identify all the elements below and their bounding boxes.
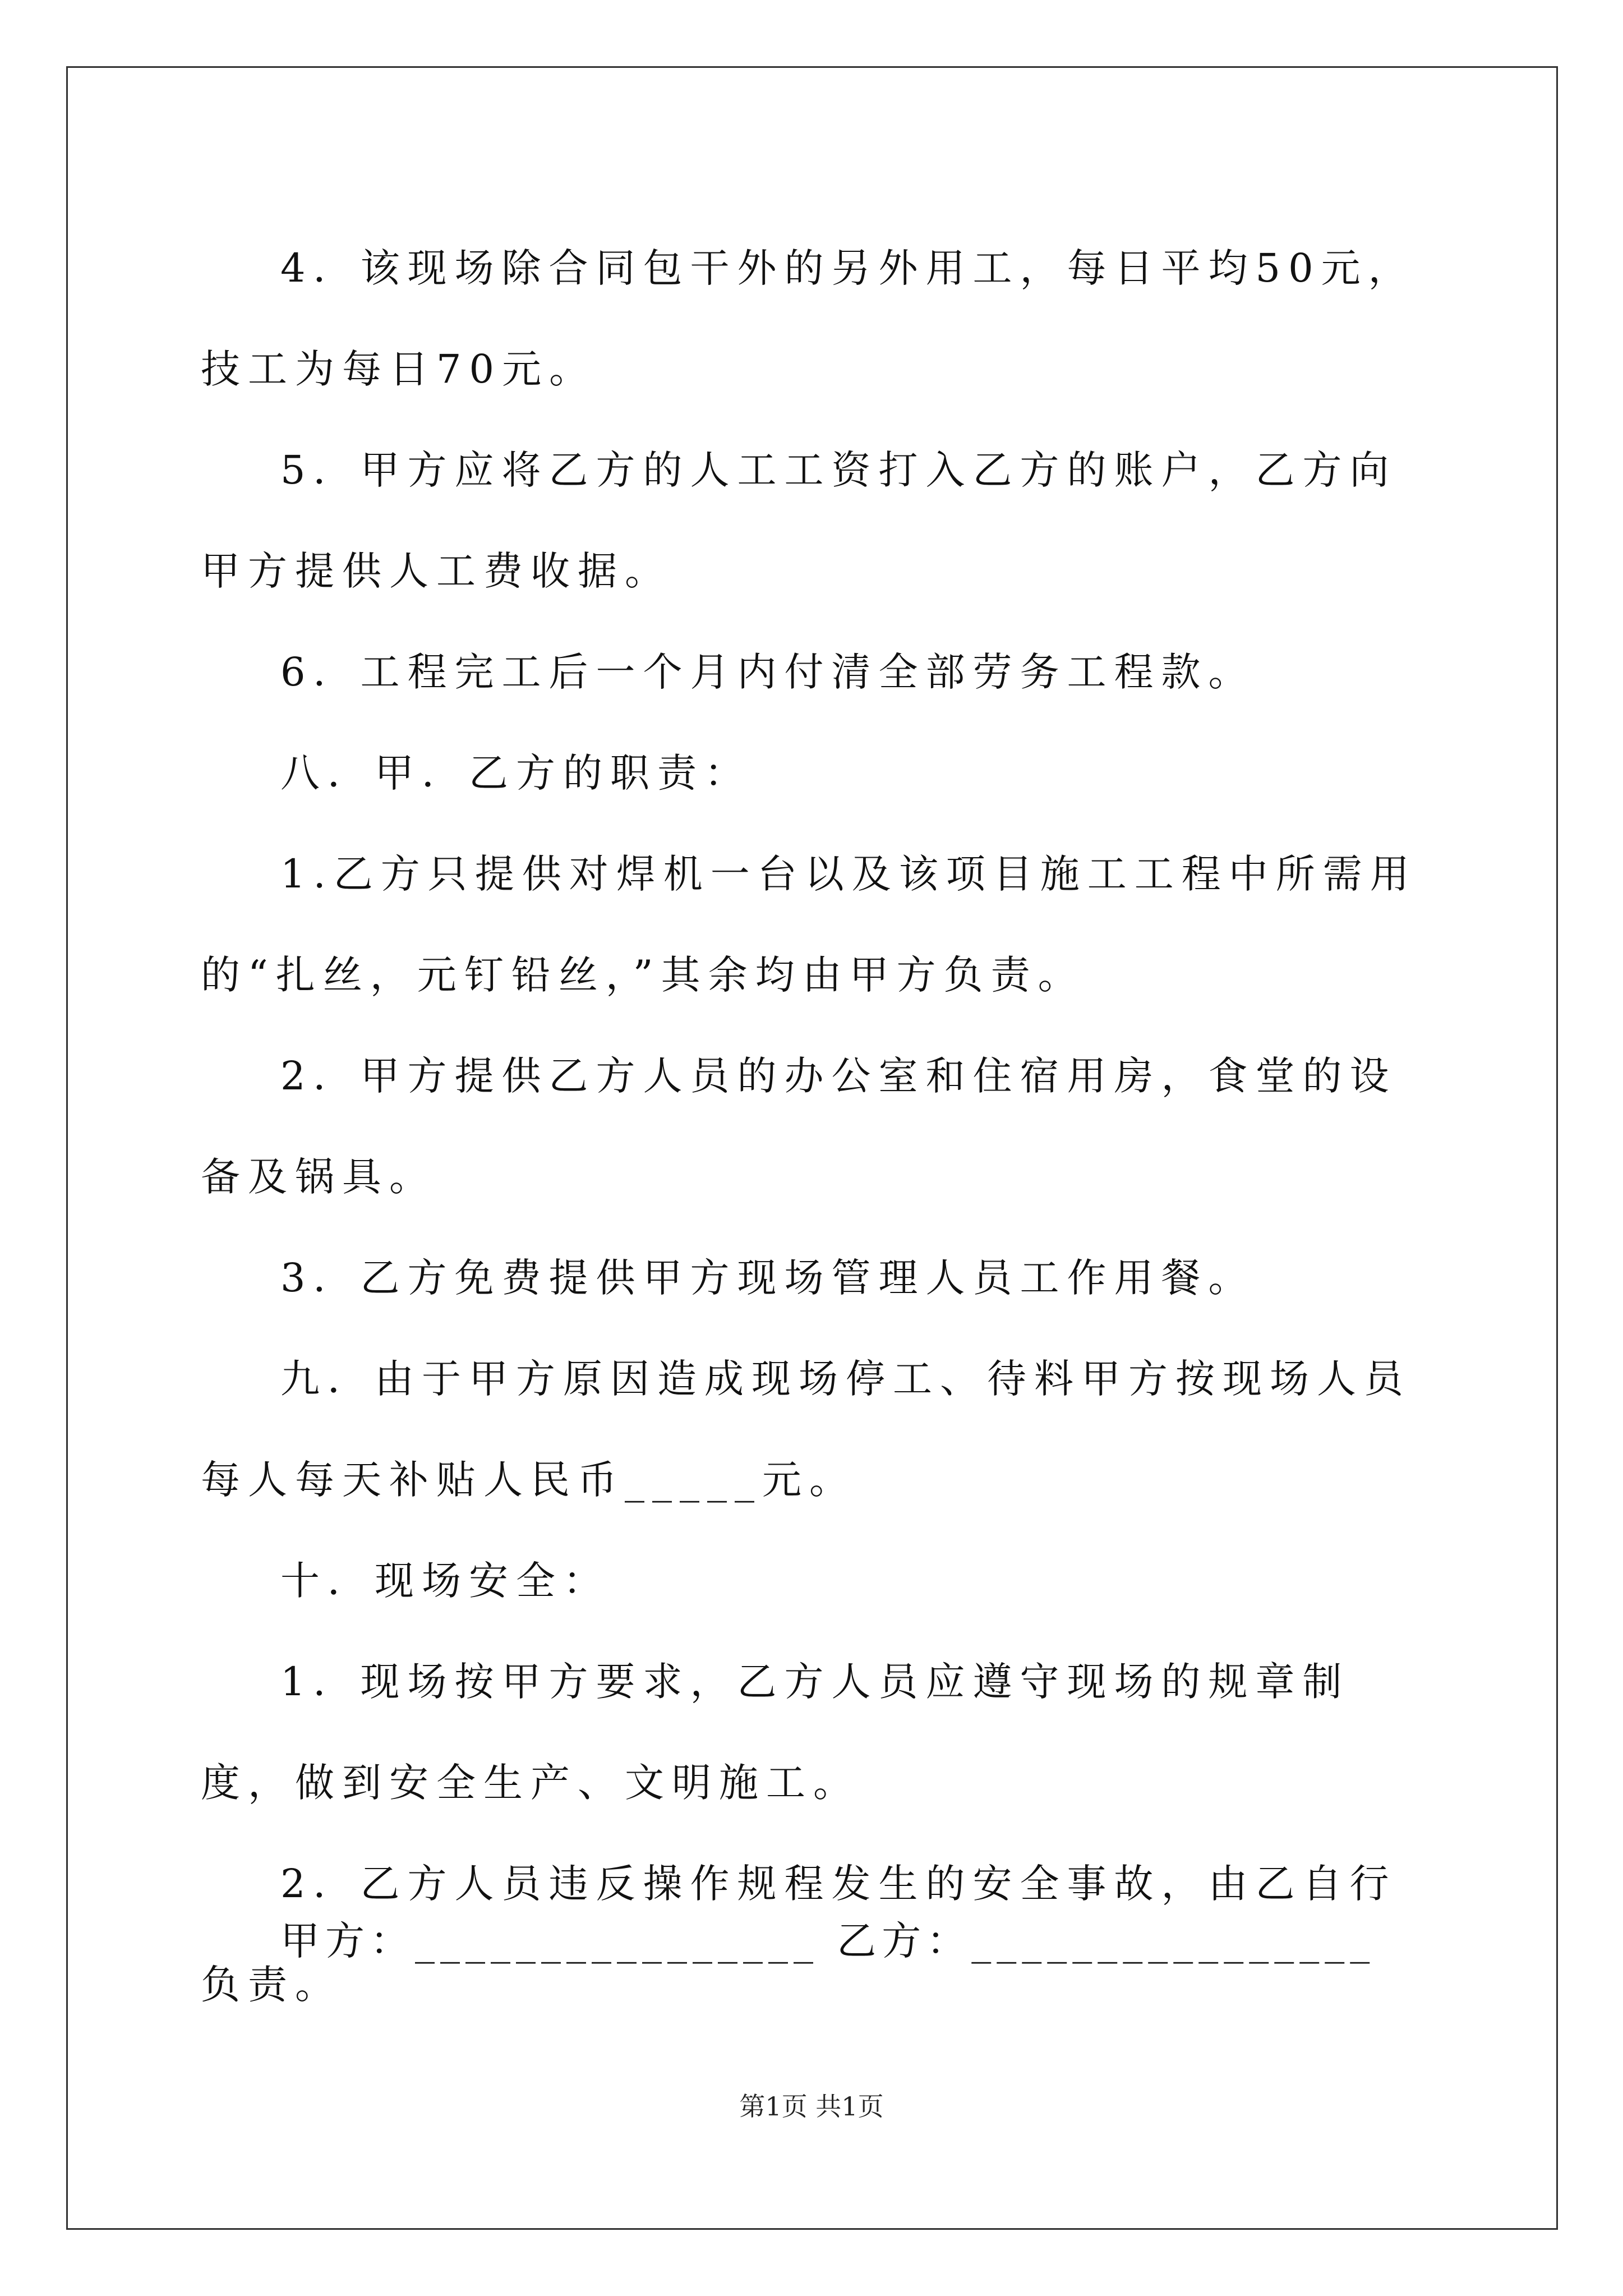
section-heading: 十．现场安全： [280,1558,610,1604]
signature-line: 甲方：________________ 乙方：________________ [280,1918,1376,1964]
paragraph: 6．工程完工后一个月内付清全部劳务工程款。 [280,649,1256,695]
section-heading: 八．甲．乙方的职责： [280,750,751,796]
paragraph: 2．乙方人员违反操作规程发生的安全事故，由乙自行负责。 [201,1861,1397,2008]
document-body [201,218,1435,2035]
paragraph: 2．甲方提供乙方人员的办公室和住宿用房，食堂的设备及锅具。 [201,1053,1397,1200]
paragraph: 4．该现场除合同包干外的另外用工，每日平均50元，技工为每日70元。 [201,245,1415,392]
paragraph: 3．乙方免费提供甲方现场管理人员工作用餐。 [280,1255,1256,1301]
page-number: 第1页 共1页 [739,2091,884,2122]
paragraph: 5．甲方应将乙方的人工工资打入乙方的账户，乙方向甲方提供人工费收据。 [201,447,1397,594]
paragraph: 1．现场按甲方要求，乙方人员应遵守现场的规章制度，做到安全生产、文明施工。 [201,1659,1350,1806]
paragraph: 1.乙方只提供对焊机一台以及该项目施工工程中所需用的“扎丝，元钉铅丝，”其余均由甲方负责。 [201,851,1417,998]
paragraph: 九．由于甲方原因造成现场停工、待料甲方按现场人员每人每天补贴人民币_____元。 [201,1356,1411,1503]
